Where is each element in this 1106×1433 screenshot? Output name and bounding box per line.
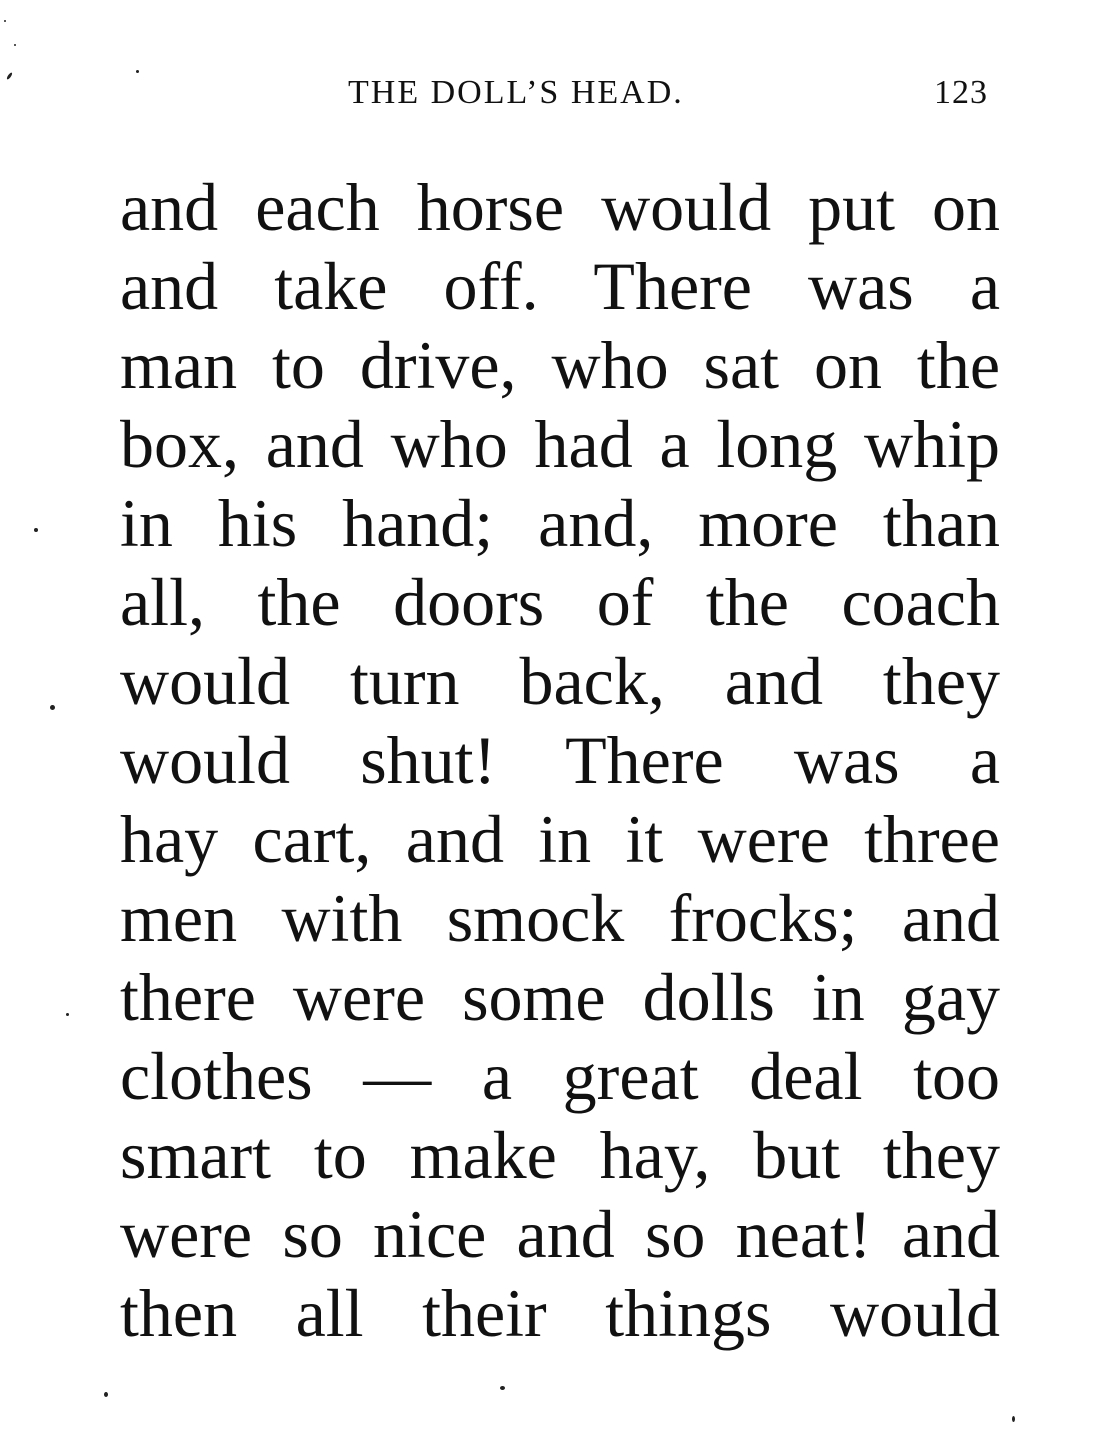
text-line: all, the doors of the coach	[120, 564, 1000, 640]
text-line: clothes — a great deal too	[120, 1038, 1000, 1114]
text-line: and take off. There was a	[120, 248, 1000, 324]
text-line: then all their things would	[120, 1275, 1000, 1351]
text-line: men with smock frocks; and	[120, 880, 1000, 956]
scan-speck	[136, 70, 139, 73]
scan-speck	[50, 705, 55, 710]
page-number: 123	[934, 74, 988, 111]
scan-speck	[34, 528, 38, 532]
body-text	[120, 168, 1000, 1353]
scan-speck	[4, 20, 6, 22]
running-head	[0, 68, 1106, 118]
text-line: hay cart, and in it were three	[120, 801, 1000, 877]
text-line: would shut! There was a	[120, 722, 1000, 798]
text-line: in his hand; and, more than	[120, 485, 1000, 561]
scan-speck	[14, 44, 16, 46]
running-title: THE DOLL’S HEAD.	[348, 74, 684, 111]
text-line: smart to make hay, but they	[120, 1117, 1000, 1193]
text-line: were so nice and so neat! and	[120, 1196, 1000, 1272]
scan-speck	[104, 1392, 108, 1397]
text-line: box, and who had a long whip	[120, 406, 1000, 482]
text-line: would turn back, and they	[120, 643, 1000, 719]
text-line: man to drive, who sat on the	[120, 327, 1000, 403]
scan-speck	[66, 1013, 69, 1016]
scan-speck	[1012, 1416, 1015, 1422]
text-line: there were some dolls in gay	[120, 959, 1000, 1035]
text-line: and each horse would put on	[120, 169, 1000, 245]
scan-speck	[500, 1386, 505, 1390]
